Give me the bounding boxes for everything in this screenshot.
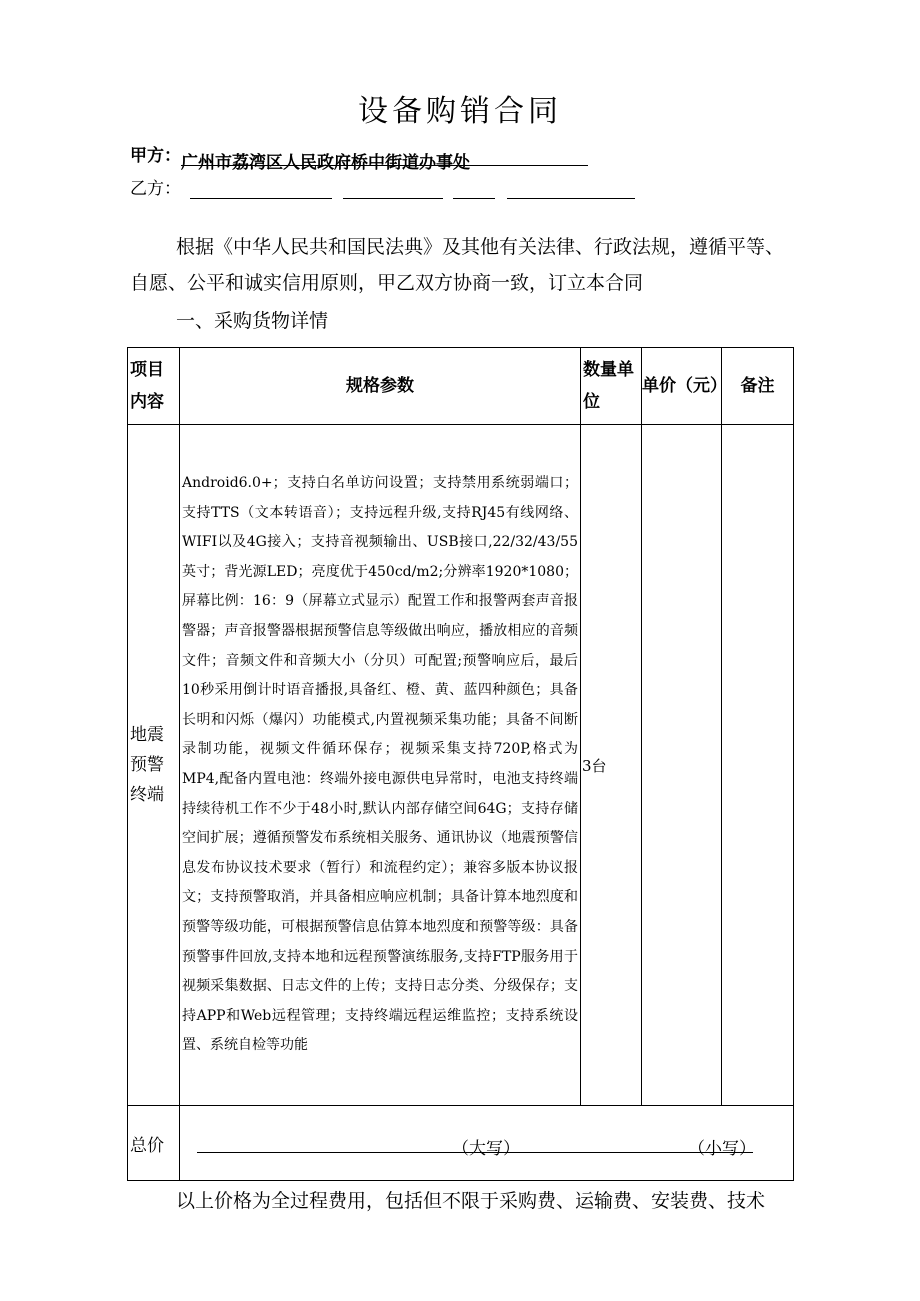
intro-paragraph: 根据《中华人民共和国民法典》及其他有关法律、行政法规，遵循平等、自愿、公平和诚实信用原则，甲乙双方协商一致，订立本合同 [130,236,785,294]
party-b-blank-3 [453,181,495,199]
party-b-blank-2 [343,181,443,199]
party-a-label: 甲方： [130,146,181,166]
party-b-label: 乙方： [130,179,181,199]
section-heading: 一、采购货物详情 [176,310,329,332]
header-item: 项目内容 [128,348,180,425]
header-spec: 规格参数 [180,348,581,425]
table-header-row [128,348,794,425]
party-a-name: 广州市荔湾区人民政府桥中街道办事处 [181,148,588,166]
row-remark [722,425,794,1106]
total-upper-label: （大写） [452,1139,520,1159]
goods-table [127,347,794,1181]
row-spec: Android6.0+；支持白名单访问设置；支持禁用系统弱端口；支持TTS（文本转语音）；支持远程升级,支持RJ45有线网络、WIFI以及4G接入；支持音视频输出、USB接口,22/32/43/55英寸；背光源LED；亮度优于450cd/m2;分辨率1920*1080；屏幕比例：16：9（屏幕立式显示）配置工作和报警两套声音报警器；声音报警器根据预警信息等级做出响应，播放相应的音频文件；音频文件和音频大小（分贝）可配置;预警响应后，最后10秒采用倒计时语音播报,具备红、橙、黄、蓝四种颜色；具备长明和闪烁（爆闪）功能模式,内置视频采集功能；具备不间断录制功能，视频文件循环保存；视频采集支持720P,格式为MP4,配备内置电池：终端外接电源供电异常时，电池支持终端持续待机工作不少于48小时,默认内部存储空间64G；支持存储空间扩展；遵循预警发布系统相关服务、通讯协议（地震预警信息发布协议技术要求（暂行）和流程约定）；兼容多版本协议报文；支持预警取消，并具备相应响应机制；具备计算本地烈度和预警等级功能，可根据预警信息估算本地烈度和预警等级：具备预警事件回放,支持本地和远程预警演练服务,支持FTP服务用于视频采集数据、日志文件的上传；支持日志分类、分级保存；支持APP和Web远程管理；支持终端远程运维监控；支持系统设置、系统自检等功能 [180,425,581,1106]
total-value-cell [180,1106,794,1181]
party-b-blank-4 [507,181,635,199]
party-a-line [130,141,588,173]
table-row [128,425,794,1106]
total-row [128,1106,794,1181]
total-label: 总价 [128,1106,180,1181]
contract-title: 设备购销合同 [358,94,562,129]
row-qty: 3台 [581,425,642,1106]
header-remark: 备注 [722,348,794,425]
total-lower-label: （小写） [688,1139,756,1159]
party-b-blank-1 [190,181,332,199]
row-price [642,425,722,1106]
header-price: 单价（元） [642,348,722,425]
row-item-name: 地震预警终端 [128,425,180,1106]
header-qty-unit: 数量单位 [581,348,642,425]
party-b-line [130,174,635,199]
footer-paragraph: 以上价格为全过程费用，包括但不限于采购费、运输费、安装费、技术 [176,1190,766,1212]
